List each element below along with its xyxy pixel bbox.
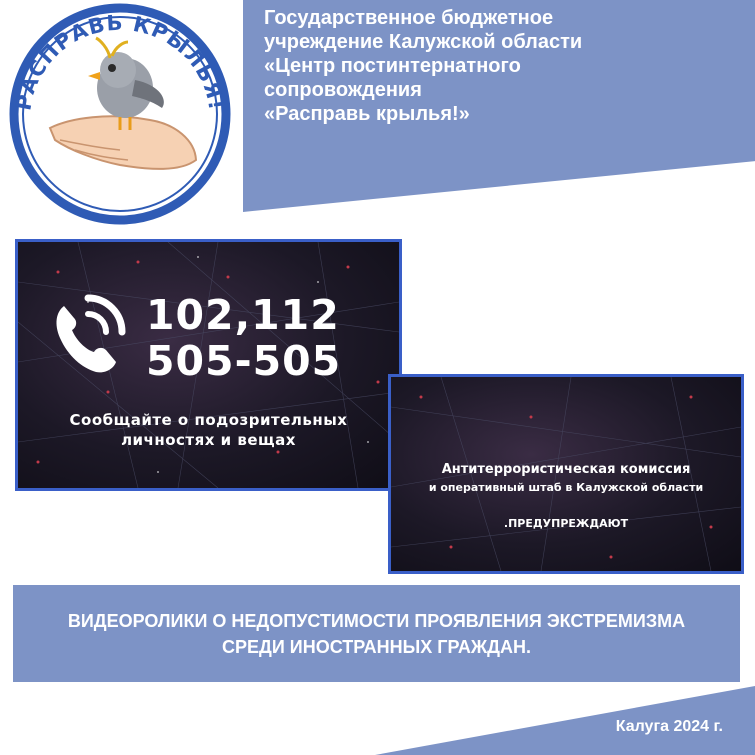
warn-text: .ПРЕДУПРЕЖДАЮТ bbox=[503, 517, 629, 530]
report-line-1: Сообщайте о подозрительных bbox=[69, 411, 348, 429]
logo-text: РАСПРАВЬ КРЫЛЬЯ! bbox=[11, 10, 229, 113]
caption-line-1: ВИДЕОРОЛИКИ О НЕДОПУСТИМОСТИ ПРОЯВЛЕНИЯ ЭКСТРЕМИЗМА bbox=[67, 610, 686, 631]
footer-location-year: Калуга 2024 г. bbox=[615, 718, 723, 735]
org-line-4: сопровождения bbox=[264, 79, 422, 101]
video-card-hotline[interactable] bbox=[15, 239, 402, 491]
caption-line-2: СРЕДИ ИНОСТРАННЫХ ГРАЖДАН. bbox=[221, 636, 532, 657]
logo bbox=[0, 0, 240, 228]
video-card-commission[interactable] bbox=[388, 374, 744, 574]
hotline-number-1: 102,112 bbox=[146, 291, 340, 339]
organization-name bbox=[264, 6, 744, 126]
phone-icon bbox=[36, 284, 136, 384]
org-line-1: Государственное бюджетное bbox=[264, 7, 554, 29]
org-line-3: «Центр постинтернатного bbox=[264, 55, 521, 77]
report-line-2: личностях и вещах bbox=[121, 431, 296, 449]
hotline-number-2: 505-505 bbox=[146, 337, 342, 385]
report-message bbox=[18, 410, 399, 450]
org-line-2: учреждение Калужской области bbox=[264, 31, 583, 53]
commission-line-1: Антитеррористическая комиссия bbox=[441, 462, 691, 477]
caption-banner bbox=[13, 585, 740, 682]
commission-title bbox=[391, 461, 741, 497]
hotline-numbers bbox=[146, 292, 341, 384]
org-line-5: «Расправь крылья!» bbox=[264, 103, 470, 125]
commission-line-2: и оперативный штаб в Калужской области bbox=[428, 481, 704, 494]
